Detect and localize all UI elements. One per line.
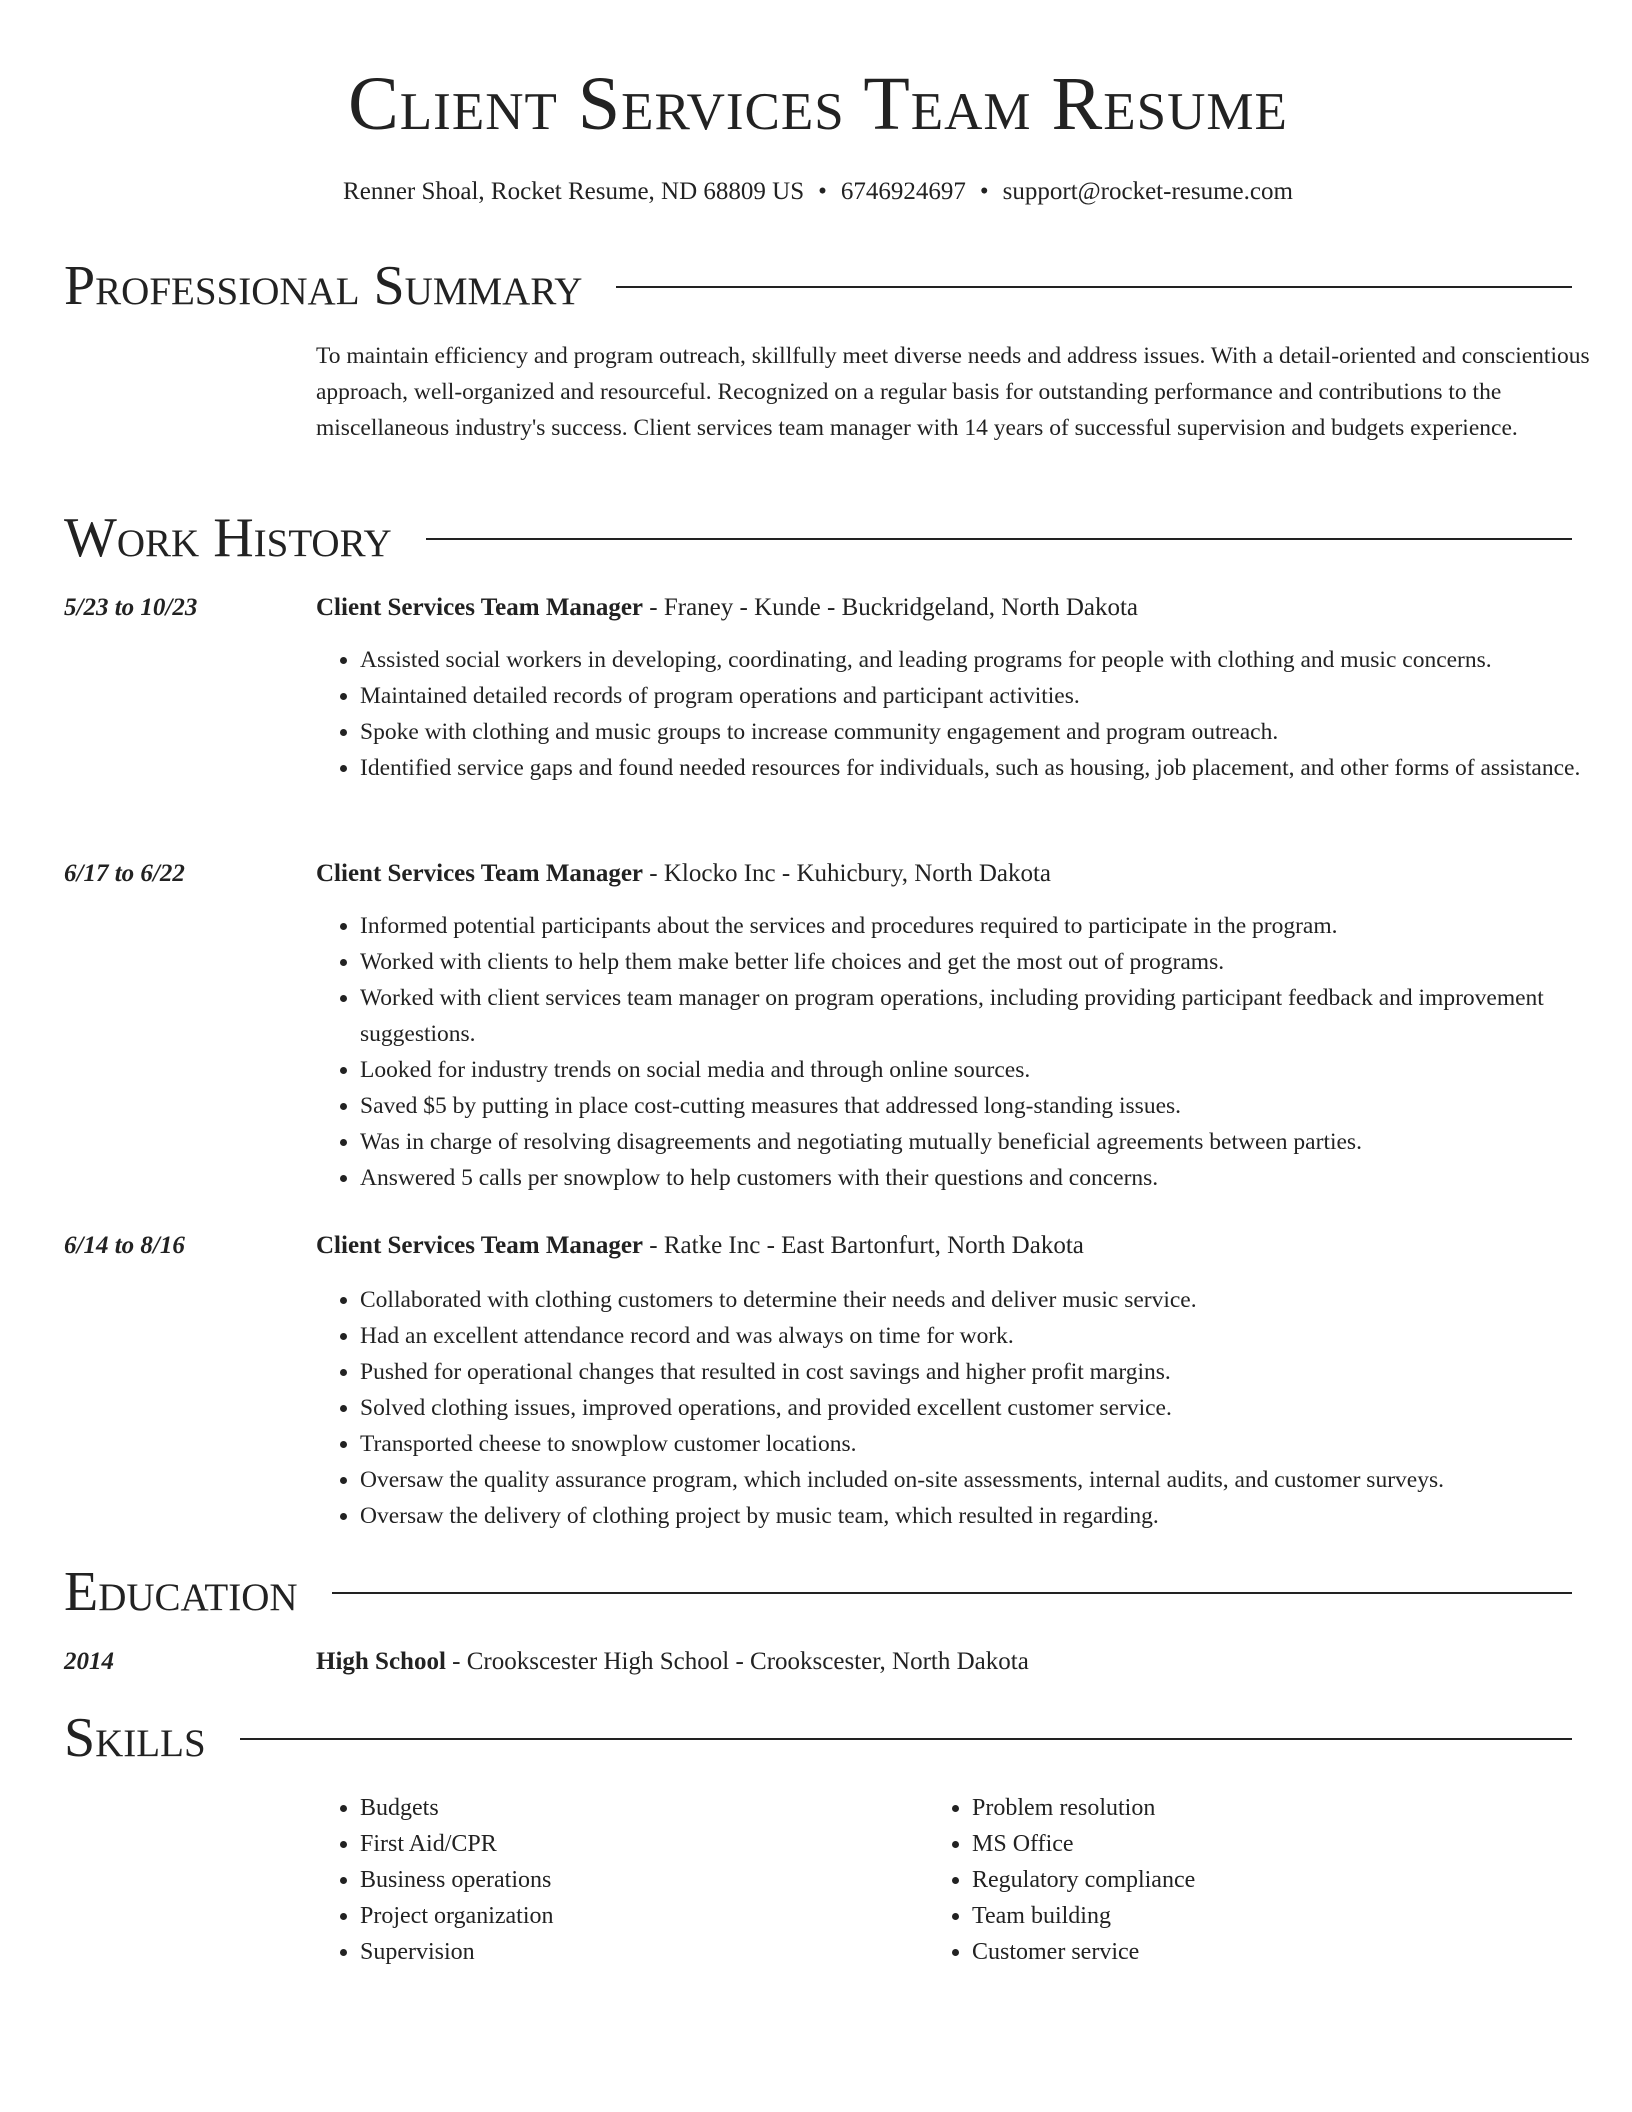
list-item: • Collaborated with clothing customers to determine their needs and deliver music service. — [360, 1282, 1626, 1318]
list-item: • Regulatory compliance — [972, 1862, 1488, 1898]
list-item: • Team building — [972, 1898, 1488, 1934]
list-item: • Customer service — [972, 1934, 1488, 1970]
list-item: • Business operations — [360, 1862, 876, 1898]
contact-separator: • — [979, 178, 989, 205]
skills-section-heading — [64, 1706, 1572, 1770]
list-item: • Problem resolution — [972, 1790, 1488, 1826]
list-item: • Project organization — [360, 1898, 876, 1934]
skills-heading-label: Skills — [64, 1707, 206, 1769]
list-item: • Identified service gaps and found needed resources for individuals, such as housing, job placement, and other forms of assistance. — [360, 750, 1626, 786]
list-item: • Assisted social workers in developing, coordinating, and leading programs for people with clothing and music concerns. — [360, 642, 1626, 678]
list-item: • Oversaw the delivery of clothing project by music team, which resulted in regarding. — [360, 1498, 1626, 1534]
work-heading-label: Work History — [64, 507, 392, 569]
job-2-details: - Klocko Inc - Kuhicbury, North Dakota — [643, 860, 1052, 887]
list-item: • Solved clothing issues, improved operations, and provided excellent customer service. — [360, 1390, 1626, 1426]
job-2-role: Client Services Team Manager — [316, 860, 644, 887]
list-item: • Informed potential participants about the services and procedures required to participate in the program. — [360, 908, 1626, 944]
job-2-bullets — [316, 908, 1626, 1196]
list-item: • Transported cheese to snowplow customer locations. — [360, 1426, 1626, 1462]
contact-email: support@rocket-resume.com — [1002, 178, 1293, 205]
list-item: • Oversaw the quality assurance program, which included on-site assessments, internal audits, and customer surveys. — [360, 1462, 1626, 1498]
contact-line — [64, 176, 1572, 208]
list-item: • Saved $5 by putting in place cost-cutting measures that addressed long-standing issues. — [360, 1088, 1626, 1124]
skills-heading-rule — [240, 1738, 1572, 1740]
list-item: • Worked with clients to help them make better life choices and get the most out of programs. — [360, 944, 1626, 980]
job-1-title-line — [316, 592, 1572, 624]
job-2-title-line — [316, 858, 1572, 890]
list-item: • Answered 5 calls per snowplow to help customers with their questions and concerns. — [360, 1160, 1626, 1196]
education-line — [316, 1646, 1572, 1678]
list-item: • Was in charge of resolving disagreements and negotiating mutually beneficial agreements between parties. — [360, 1124, 1626, 1160]
resume-title: Client Services Team Resume — [348, 62, 1288, 146]
summary-text: To maintain efficiency and program outreach, skillfully meet diverse needs and address issues. With a detail-oriented and conscientious approach, well-organized and resourceful. Recognized on a regular basis for outstanding performance and contributions to the miscellaneous industry's success. Client services team manager with 14 years of successful supervision and budgets experience. — [316, 343, 1590, 441]
work-section-heading — [64, 506, 1572, 570]
education-heading-label: Education — [64, 1561, 298, 1623]
list-item: • Spoke with clothing and music groups to increase community engagement and program outreach. — [360, 714, 1626, 750]
education-heading-rule — [332, 1592, 1572, 1594]
summary-heading-rule — [616, 286, 1572, 288]
job-1-details: - Franey - Kunde - Buckridgeland, North Dakota — [643, 594, 1139, 621]
job-1-bullets — [316, 642, 1626, 786]
job-3-bullets — [316, 1282, 1626, 1534]
job-1-role: Client Services Team Manager — [316, 594, 644, 621]
job-3-title-line — [316, 1230, 1572, 1262]
list-item: • Had an excellent attendance record and was always on time for work. — [360, 1318, 1626, 1354]
skills-list-left — [316, 1790, 876, 1970]
contact-phone: 6746924697 — [840, 178, 966, 205]
list-item: • First Aid/CPR — [360, 1826, 876, 1862]
list-item: • Looked for industry trends on social media and through online sources. — [360, 1052, 1626, 1088]
list-item: • Supervision — [360, 1934, 876, 1970]
list-item: • MS Office — [972, 1826, 1488, 1862]
list-item: • Pushed for operational changes that resulted in cost savings and higher profit margins. — [360, 1354, 1626, 1390]
list-item: • Worked with client services team manager on program operations, including providing participant feedback and improvement suggestions. — [360, 980, 1626, 1052]
education-details: - Crookscester High School - Crookscester, North Dakota — [445, 1648, 1029, 1675]
education-year: 2014 — [64, 1648, 114, 1675]
contact-separator: • — [818, 178, 827, 205]
summary-section-heading — [64, 254, 1572, 318]
list-item: • Budgets — [360, 1790, 876, 1826]
education-degree: High School — [316, 1648, 446, 1675]
education-section-heading — [64, 1560, 1572, 1624]
job-3-details: - Ratke Inc - East Bartonfurt, North Dakota — [643, 1232, 1084, 1259]
work-heading-rule — [426, 538, 1572, 540]
job-1-dates: 5/23 to 10/23 — [64, 594, 198, 621]
summary-heading-label: Professional Summary — [64, 255, 583, 317]
job-3-dates: 6/14 to 8/16 — [64, 1232, 185, 1259]
contact-address: Renner Shoal, Rocket Resume, ND 68809 US — [343, 178, 805, 205]
list-item: • Maintained detailed records of program operations and participant activities. — [360, 678, 1626, 714]
job-3-role: Client Services Team Manager — [316, 1232, 644, 1259]
job-2-dates: 6/17 to 6/22 — [64, 860, 185, 887]
skills-list-right — [928, 1790, 1488, 1970]
